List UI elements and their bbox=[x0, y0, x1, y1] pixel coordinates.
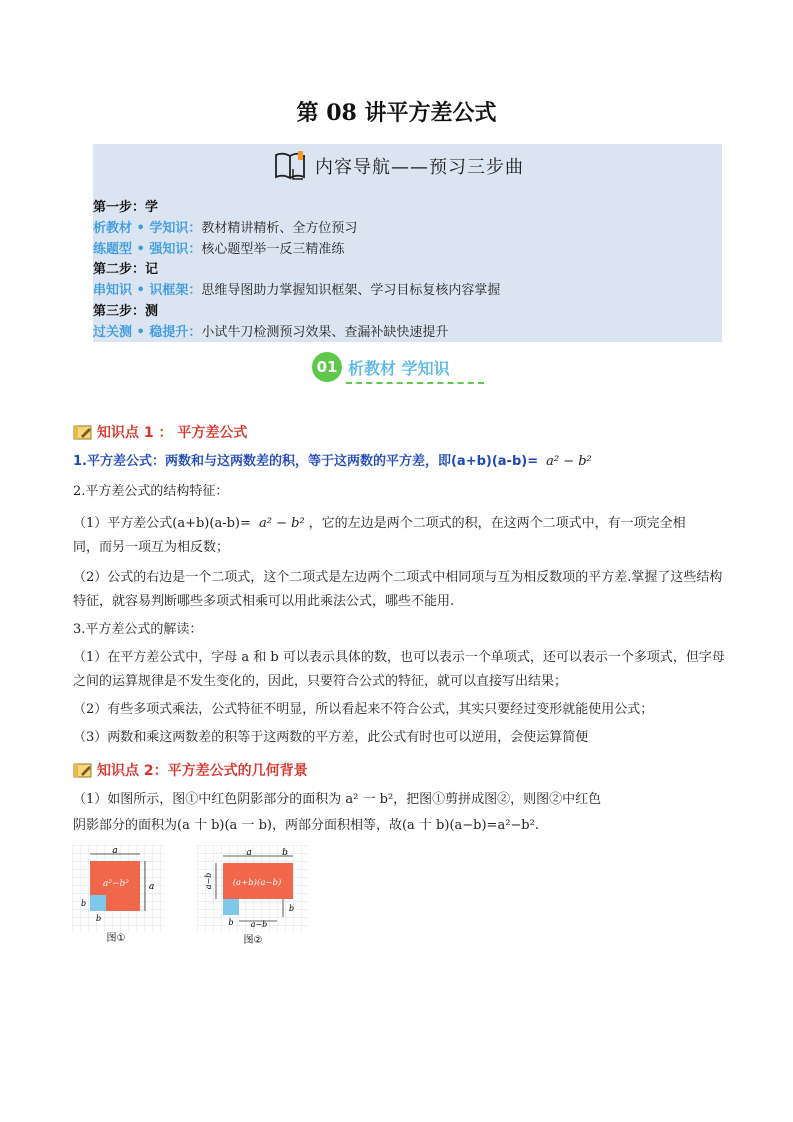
fig2-blue-square bbox=[223, 899, 239, 915]
figure-1 bbox=[72, 845, 164, 945]
kp1-definition-text: 1.平方差公式：两数和与这两数差的积，等于这两数的平方差，即(a+b)(a-b)= bbox=[73, 454, 539, 469]
guide-item-desc: 核心题型举一反三精准练 bbox=[201, 241, 345, 257]
guide-item-label: 过关测 • 稳提升： bbox=[93, 324, 202, 340]
fig2-top-a: a bbox=[246, 848, 252, 858]
guide-item-label: 串知识 • 识框架： bbox=[93, 283, 202, 299]
fig2-bottom-b: b bbox=[228, 918, 234, 927]
kp1-p3 bbox=[73, 512, 733, 560]
guide-item-desc: 教材精讲精析、全方位预习 bbox=[201, 220, 358, 236]
kp1-p3a: （1）平方差公式(a+b)(a-b)= bbox=[73, 516, 256, 531]
fig2-top-b: b bbox=[282, 848, 288, 858]
kp1-p2: 2.平方差公式的结构特征： bbox=[73, 484, 229, 499]
fig1-blue-square bbox=[90, 895, 106, 911]
kp1-formula: a² − b² bbox=[546, 454, 592, 469]
guide-item bbox=[93, 323, 500, 344]
fig1-right-label: a bbox=[149, 882, 155, 892]
kp1-p7: （2）有些多项式乘法，公式特征不明显，所以看起来不符合公式，其实只要经过变形就能使用公式； bbox=[73, 702, 654, 717]
guide-item bbox=[93, 240, 500, 261]
fig2-left-label: a−b bbox=[204, 872, 213, 890]
fig2-inner-label: (a+b)(a−b) bbox=[232, 878, 282, 888]
guide-step: 第二步：记 bbox=[93, 262, 159, 278]
fig1-caption: 图① bbox=[106, 933, 126, 944]
figure-2 bbox=[197, 845, 309, 947]
fig1-small-left: b bbox=[81, 899, 87, 908]
guide-item bbox=[93, 219, 500, 240]
notebook-icon bbox=[73, 762, 93, 778]
fig2-caption: 图② bbox=[243, 935, 263, 946]
kp1-p8: （3）两数和乘这两数差的积等于这两数的平方差，此公式有时也可以逆用，会使运算简便 bbox=[73, 730, 589, 745]
kp2-p1: （1）如图所示，图①中红色阴影部分的面积为 a² 一 b²，把图①剪拼成图②，则图②中红色 bbox=[73, 792, 602, 807]
kp2-title: 知识点 2：平方差公式的几何背景 bbox=[97, 763, 308, 779]
page-title: 第 08 讲平方差公式 bbox=[296, 100, 497, 126]
guide-item bbox=[93, 281, 500, 302]
guide-header-text: 内容导航——预习三步曲 bbox=[315, 157, 524, 178]
content-guide-box bbox=[93, 144, 722, 342]
kp2-heading bbox=[73, 760, 308, 780]
guide-lines bbox=[93, 198, 500, 344]
guide-header bbox=[273, 148, 553, 184]
fig1-top-label: a bbox=[112, 846, 118, 856]
section-badge bbox=[312, 352, 450, 382]
kp1-p3c: 同，而另一项互为相反数； bbox=[73, 540, 230, 555]
book-icon bbox=[273, 149, 309, 183]
fig1-small-bottom: b bbox=[96, 914, 102, 923]
fig2-right-b: b bbox=[289, 904, 295, 913]
fig1-inner-label: a²−b² bbox=[103, 879, 129, 889]
guide-item-desc: 思维导图助力掌握知识框架、学习目标复核内容掌握 bbox=[201, 283, 501, 299]
notebook-icon bbox=[73, 424, 93, 440]
kp1-p4: （2）公式的右边是一个二项式，这个二项式是左边两个二项式中相同项与互为相反数项的平方差.掌握了这些结构特征，就容易判断哪些多项式相乘可以用此乘法公式，哪些不能用. bbox=[73, 570, 723, 609]
kp1-p5: 3.平方差公式的解读： bbox=[73, 622, 203, 637]
guide-item-label: 练题型 • 强知识： bbox=[93, 241, 202, 257]
section-label: 析教材 学知识 bbox=[348, 358, 450, 378]
guide-item-label: 析教材 • 学知识： bbox=[93, 220, 202, 236]
section-number: 01 bbox=[312, 352, 342, 382]
kp1-heading bbox=[73, 422, 247, 442]
kp1-title: 知识点 1 ： 平方差公式 bbox=[97, 425, 248, 441]
kp1-p3b: ，它的左边是两个二项式的积，在这两个二项式中，有一项完全相 bbox=[308, 516, 686, 531]
fig2-bottom-ab: a−b bbox=[250, 920, 268, 929]
kp1-p3-formula: a² − b² bbox=[259, 516, 305, 531]
guide-item-desc: 小试牛刀检测预习效果、查漏补缺快速提升 bbox=[201, 324, 449, 340]
guide-step: 第三步：测 bbox=[93, 303, 159, 319]
kp2-p2: 阴影部分的面积为(a 十 b)(a 一 b)，两部分面积相等，故(a 十 b)(a−b)=a²−b². bbox=[73, 818, 539, 833]
section-underline bbox=[346, 382, 484, 384]
guide-step: 第一步：学 bbox=[93, 200, 159, 215]
kp1-p6: （1）在平方差公式中，字母 a 和 b 可以表示具体的数，也可以表示一个单项式，还可以表示一个多项式，但字母之间的运算规律是不发生变化的，因此，只要符合公式的特征，就可以直接写出结果； bbox=[73, 650, 725, 689]
kp1-definition bbox=[73, 452, 733, 472]
